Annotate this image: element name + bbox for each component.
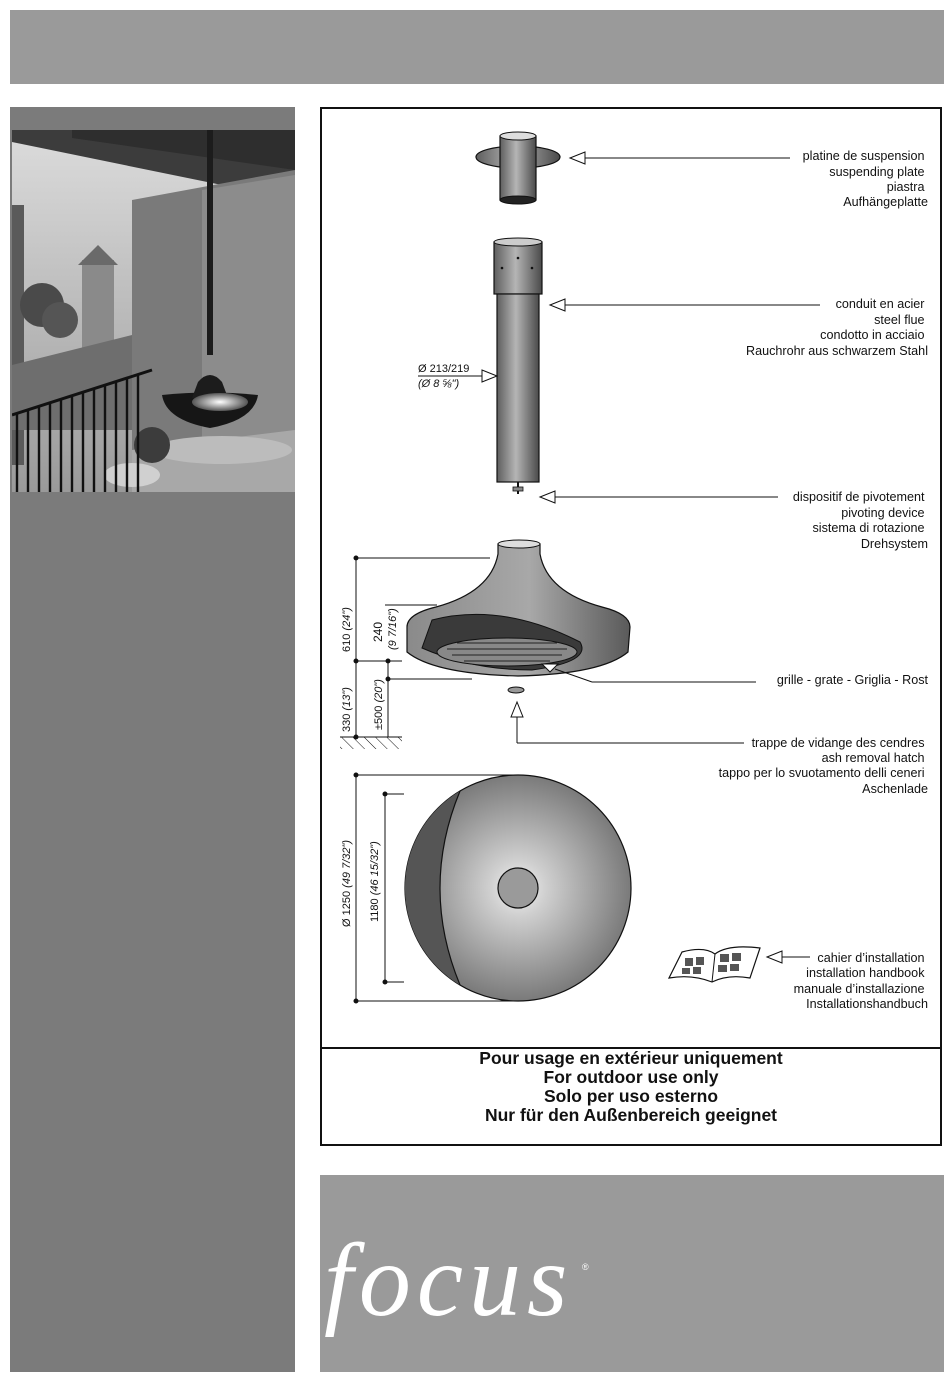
grate-label: grille - grate - Griglia - Rost [776,673,928,687]
pivoting-device-label-en: pivoting device [841,506,925,520]
focus-logo [320,1175,944,1372]
notice-line-it: Solo per uso esterno [543,1086,719,1106]
height-610-dim: 610 (24") [341,607,353,652]
diameter-1250-dim: Ø 1250 (49 7/32") [341,839,353,927]
height-330-dim: 330 (13") [341,687,353,732]
suspending-plate [476,132,560,204]
suspending-plate-label-en: suspending plate [829,165,925,179]
notice-line-fr: Pour usage en extérieur uniquement [479,1048,783,1068]
registered-mark: ® [582,1262,589,1272]
svg-text:trappe de vidange des cendres [719,736,928,796]
handbook-label-it: manuale d’installazione [793,982,925,996]
depth-240-dim: 240 [371,621,385,642]
svg-text:dispositif de pivotement [793,490,928,551]
parts-diagram-panel [320,107,942,1146]
top-banner [10,10,944,84]
svg-text:platine de suspension su [803,149,928,209]
steel-flue-label-de: Rauchrohr aus schwarzem Stahl [746,344,928,358]
ash-hatch-label-fr: trappe de vidange des cendres [751,736,925,750]
suspending-plate-label-fr: platine de suspension [802,149,925,163]
diameter-1180-dim: 1180 (46 15/32") [369,841,381,922]
height-500-dim: ±500 (20") [373,679,385,730]
pivoting-device-label-it: sistema di rotazione [812,521,925,535]
pivoting-device-label-fr: dispositif de pivotement [792,490,925,504]
steel-flue-label-en: steel flue [874,313,925,327]
fireplace-top-view [405,775,631,1001]
steel-flue [494,238,542,494]
suspending-plate-label-de: Aufhängeplatte [843,195,928,209]
steel-flue-label-fr: conduit en acier [835,297,925,311]
notice-line-de: Nur für den Außenbereich geeignet [484,1105,778,1125]
floor-hatch [340,737,402,749]
svg-text:cahier d’installation in [794,951,928,1011]
steel-flue-label-it: condotto in acciaio [820,328,925,342]
ash-hatch-label-en: ash removal hatch [821,751,925,765]
depth-240-dim-in: (9 7/16") [387,608,399,650]
book-icon [669,947,760,982]
fireplace-photo [12,130,295,492]
ash-hatch-label-de: Aschenlade [862,782,928,796]
brand-panel [320,1175,944,1372]
fireplace-bowl [407,540,630,693]
outdoor-use-notice [322,1049,940,1125]
handbook-label-en: installation handbook [806,966,925,980]
notice-line-en: For outdoor use only [543,1067,719,1087]
pivoting-device-label-de: Drehsystem [860,537,928,551]
handbook-label-fr: cahier d’installation [817,951,925,965]
ash-hatch-label-it: tappo per lo svuotamento delli ceneri [718,766,925,780]
handbook-label-de: Installationshandbuch [806,997,928,1011]
flue-diameter-dim-in: (Ø 8 ⅝") [418,378,460,390]
flue-diameter-dim: Ø 213/219 [418,363,470,375]
logo-wordmark: focus [324,1223,574,1338]
parts-diagram [322,109,940,1049]
suspending-plate-label-it: piastra [886,180,925,194]
svg-text:conduit en acier steel f [746,297,928,358]
